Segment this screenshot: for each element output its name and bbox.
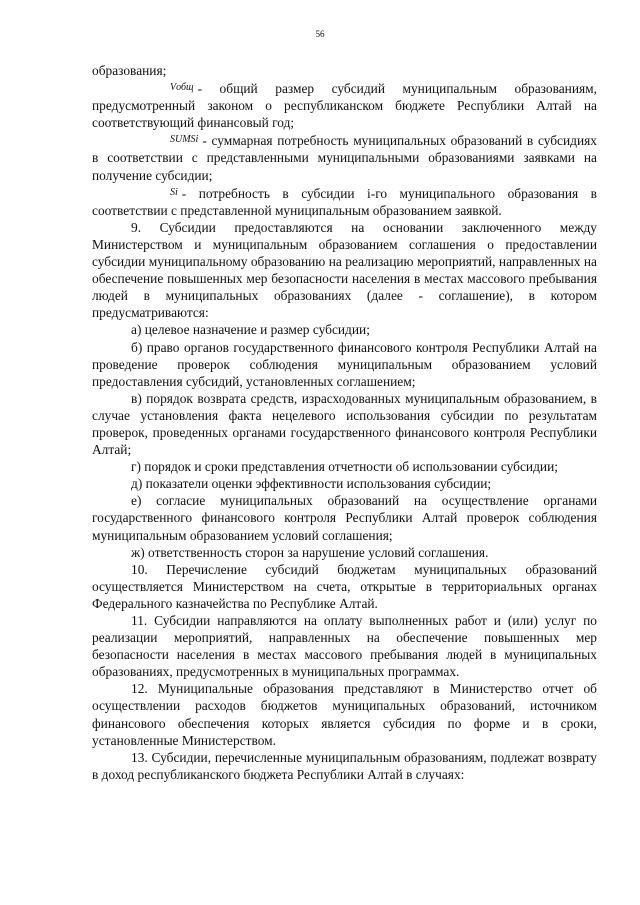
- list-item: [92, 475, 597, 492]
- list-item: [92, 492, 597, 543]
- paragraph-text: образования;: [92, 63, 167, 78]
- list-item: [92, 544, 597, 561]
- paragraph-text: е) согласие муниципальных образований на осуществление органами государственного финансового контроля Республики Алтай проверок соблюдения муниципальным образованием условий соглашения;: [92, 493, 597, 543]
- paragraph-text: г) порядок и сроки представления отчетности об использовании субсидии;: [131, 459, 558, 475]
- paragraph-text: 10. Перечисление субсидий бюджетам муниципальных образований осуществляется Министерством на счета, открытые в территориальных органах Федерального казначейства по Республике Алтай.: [92, 561, 597, 611]
- list-item: [92, 339, 597, 390]
- formula-symbol: Si: [170, 186, 178, 198]
- list-item: [92, 458, 597, 475]
- paragraph-formula-term: [92, 131, 597, 183]
- paragraph: [92, 561, 597, 612]
- paragraph-text: б) право органов государственного финансового контроля Республики Алтай на проведение проверок соблюдения муниципальным образованием условий предоставления субсидий, установленных соглашением;: [92, 339, 597, 389]
- paragraph-text: - суммарная потребность муниципальных образований в субсидиях в соответствии с представленными муниципальными образованиями заявками на получение субсидии;: [92, 133, 597, 183]
- list-item: [92, 321, 597, 338]
- formula-symbol: SUMSi: [170, 134, 199, 146]
- paragraph-text: а) целевое назначение и размер субсидии;: [131, 322, 370, 338]
- paragraph: [92, 612, 597, 680]
- paragraph: [92, 62, 597, 79]
- document-body: [92, 62, 597, 783]
- paragraph-text: 11. Субсидии направляются на оплату выполненных работ и (или) услуг по реализации мероприятий, направленных на обеспечение повышенных мер безопасности населения в местах массового пребывания людей в муниципальных образованиях, предусмотренных в муниципальных программах.: [92, 613, 597, 680]
- paragraph: [92, 219, 597, 322]
- paragraph-text: ж) ответственность сторон за нарушение условий соглашения.: [131, 544, 489, 560]
- paragraph-text: д) показатели оценки эффективности использования субсидии;: [131, 476, 492, 492]
- formula-symbol: Vобщ: [170, 82, 194, 94]
- list-item: [92, 390, 597, 458]
- paragraph-text: - потребность в субсидии i-го муниципального образования в соответствии с представленной муниципальным образованием заявкой.: [92, 185, 597, 218]
- paragraph-text: в) порядок возврата средств, израсходованных муниципальным образованием, в случае установления факта нецелевого использования субсидии по результатам проверок, проведенных органами государственного финансового контроля Республики Алтай;: [92, 390, 597, 458]
- paragraph-text: 9. Субсидии предоставляются на основании заключенного между Министерством и муниципальным образованием соглашения о предоставлении субсидии муниципальному образованию на реализацию мероприятий, направленных на обеспечение повышенных мер безопасности населения в местах массового пребывания людей в муниципальных образованиях (далее - соглашение), в котором предусматриваются:: [92, 219, 597, 321]
- paragraph-formula-term: [92, 79, 597, 131]
- paragraph-text: - общий размер субсидий муниципальным образованиям, предусмотренный законом о республиканском бюджете Республики Алтай на соответствующий финансовый год;: [92, 81, 597, 131]
- paragraph-text: 13. Субсидии, перечисленные муниципальным образованиям, подлежат возврату в доход республиканского бюджета Республики Алтай в случаях:: [92, 749, 597, 782]
- paragraph: [92, 749, 597, 783]
- paragraph: [92, 680, 597, 748]
- paragraph-text: 12. Муниципальные образования представляют в Министерство отчет об осуществлении расходов бюджетов муниципальных образований, источником финансового обеспечения которых является субсидия по форме и в сроки, установленные Министерством.: [92, 681, 597, 748]
- paragraph-formula-term: [92, 184, 597, 219]
- page-number: 56: [315, 29, 325, 39]
